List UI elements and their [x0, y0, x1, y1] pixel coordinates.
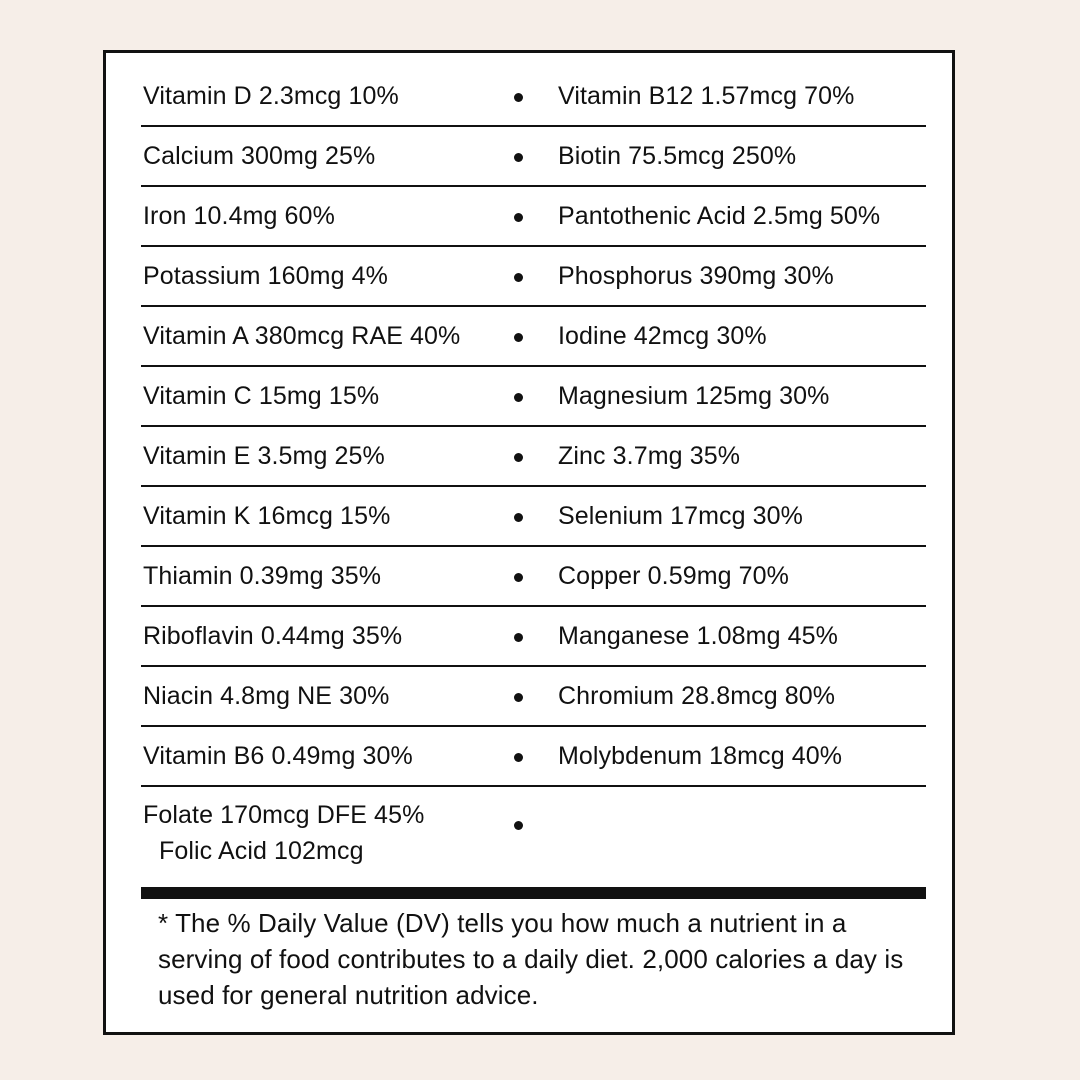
nutrient-row-folate — [141, 787, 926, 879]
nutrient-right: Phosphorus 390mg 30% — [558, 262, 834, 290]
folic-acid-label: Folic Acid 102mcg — [159, 837, 364, 865]
nutrient-right: Vitamin B12 1.57mcg 70% — [558, 82, 855, 110]
bullet-icon — [514, 333, 523, 342]
nutrient-left: Vitamin A 380mcg RAE 40% — [143, 322, 461, 350]
bullet-icon — [514, 273, 523, 282]
nutrient-row — [141, 367, 926, 427]
nutrient-left — [143, 797, 424, 869]
daily-value-footnote: * The % Daily Value (DV) tells you how much a nutrient in a serving of food contributes to a daily diet. 2,000 calories a day is used for general nutrition advice. — [158, 908, 904, 1010]
nutrient-left: Iron 10.4mg 60% — [143, 202, 335, 230]
nutrient-left: Niacin 4.8mg NE 30% — [143, 682, 390, 710]
nutrient-right: Copper 0.59mg 70% — [558, 562, 790, 590]
bullet-icon — [514, 213, 523, 222]
bullet-icon — [514, 573, 523, 582]
bullet-icon — [514, 393, 523, 402]
nutrient-row — [141, 307, 926, 367]
bullet-icon — [514, 153, 523, 162]
nutrient-right: Iodine 42mcg 30% — [558, 322, 767, 350]
nutrient-left: Vitamin B6 0.49mg 30% — [143, 742, 413, 770]
thick-divider — [141, 887, 926, 899]
nutrient-row — [141, 127, 926, 187]
nutrient-right: Manganese 1.08mg 45% — [558, 622, 838, 650]
folate-label: Folate 170mcg DFE 45% — [143, 801, 425, 829]
nutrient-row — [141, 247, 926, 307]
nutrient-left: Vitamin C 15mg 15% — [143, 382, 380, 410]
nutrient-right: Selenium 17mcg 30% — [558, 502, 803, 530]
nutrient-left: Vitamin E 3.5mg 25% — [143, 442, 385, 470]
nutrient-row — [141, 727, 926, 787]
bullet-icon — [514, 513, 523, 522]
nutrient-left: Potassium 160mg 4% — [143, 262, 388, 290]
nutrient-left: Vitamin D 2.3mcg 10% — [143, 82, 399, 110]
nutrient-right: Pantothenic Acid 2.5mg 50% — [558, 202, 881, 230]
nutrient-right: Molybdenum 18mcg 40% — [558, 742, 843, 770]
nutrient-row — [141, 427, 926, 487]
nutrient-row — [141, 487, 926, 547]
bullet-icon — [514, 93, 523, 102]
nutrient-right: Zinc 3.7mg 35% — [558, 442, 741, 470]
bullet-icon — [514, 633, 523, 642]
nutrient-row — [141, 607, 926, 667]
nutrient-row — [141, 667, 926, 727]
nutrient-left: Calcium 300mg 25% — [143, 142, 376, 170]
nutrient-left: Riboflavin 0.44mg 35% — [143, 622, 403, 650]
nutrient-right: Chromium 28.8mcg 80% — [558, 682, 836, 710]
bullet-icon — [514, 693, 523, 702]
nutrient-row — [141, 67, 926, 127]
nutrient-table — [141, 67, 926, 879]
nutrient-left: Vitamin K 16mcg 15% — [143, 502, 391, 530]
bullet-icon — [514, 821, 523, 830]
nutrition-facts-panel — [103, 50, 955, 1035]
nutrient-row — [141, 187, 926, 247]
nutrient-row — [141, 547, 926, 607]
bullet-icon — [514, 753, 523, 762]
bullet-icon — [514, 453, 523, 462]
nutrient-right: Magnesium 125mg 30% — [558, 382, 830, 410]
nutrient-left: Thiamin 0.39mg 35% — [143, 562, 382, 590]
nutrient-right: Biotin 75.5mcg 250% — [558, 142, 797, 170]
